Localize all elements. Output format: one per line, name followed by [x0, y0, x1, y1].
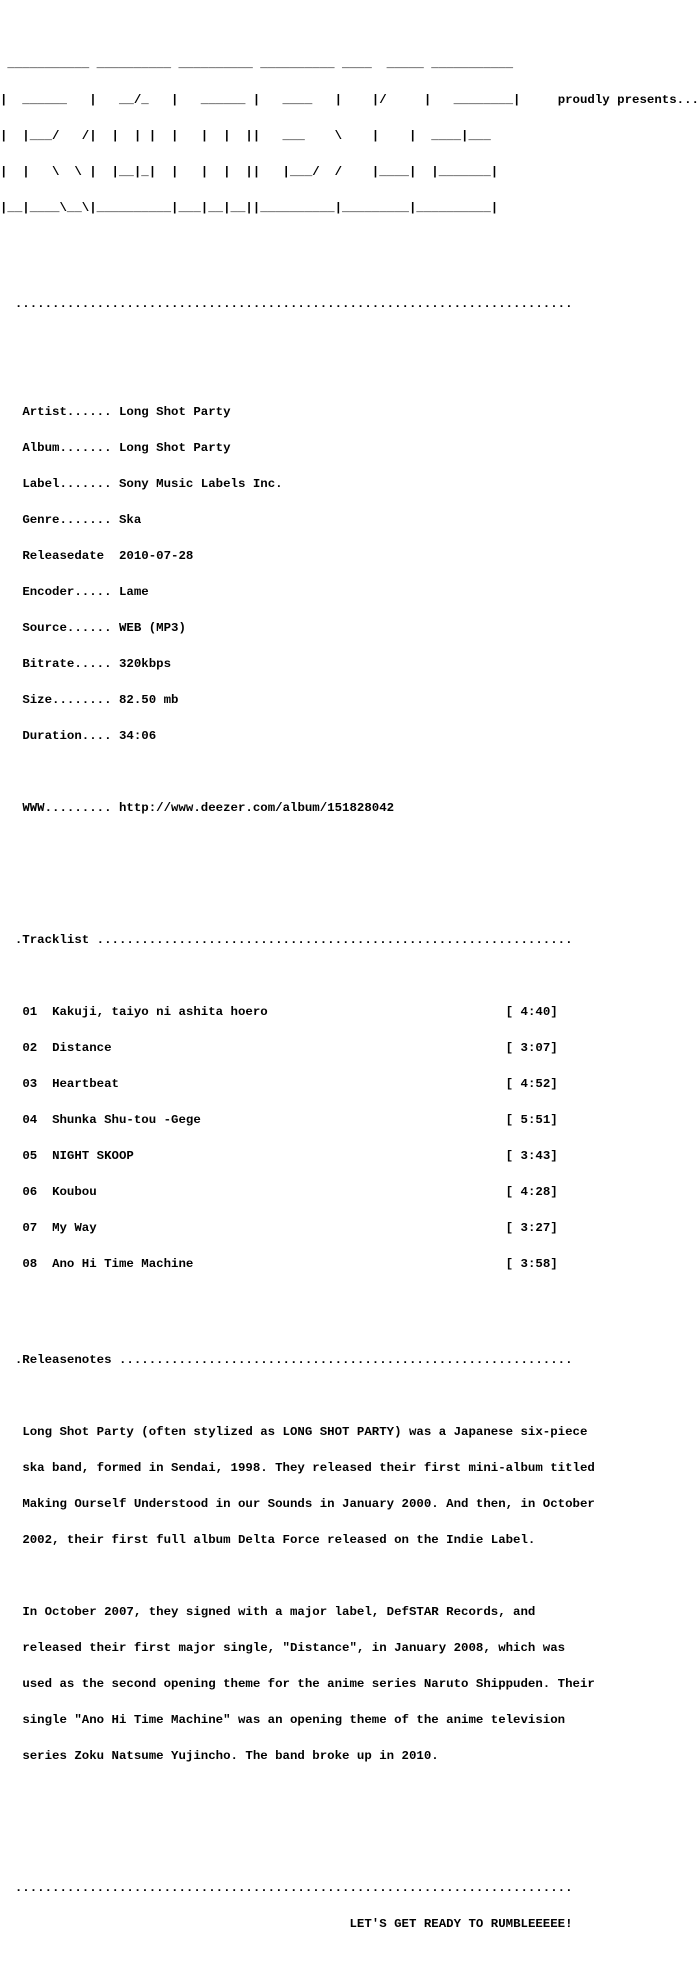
- track-row: [0, 1114, 699, 1126]
- track-row: [0, 1006, 699, 1018]
- track-time: [ 3:27]: [505, 1221, 558, 1235]
- logo-line: ___________ __________ __________ __________ ____ _____ ___________: [0, 57, 514, 71]
- info-row-label: Label....... Sony Music Labels Inc.: [22, 477, 283, 491]
- logo-line: | ______ | __/_ | ______ | ____ | |/ | ________| proudly presents...: [0, 93, 699, 107]
- track-time: [ 3:43]: [505, 1149, 558, 1163]
- tagline: proudly presents...: [557, 93, 699, 107]
- info-row-artist: Artist...... Long Shot Party: [22, 405, 231, 419]
- track-title: Shunka Shu-tou -Gege: [52, 1113, 201, 1127]
- track-number: 01: [22, 1005, 38, 1019]
- releasenotes-line: Making Ourself Understood in our Sounds in January 2000. And then, in October: [22, 1497, 595, 1511]
- track-title: Ano Hi Time Machine: [52, 1257, 194, 1271]
- info-row-releasedate: Releasedate 2010-07-28: [22, 549, 194, 563]
- releasenotes-line: ska band, formed in Sendai, 1998. They released their first mini-album titled: [22, 1461, 595, 1475]
- info-row-source: Source...... WEB (MP3): [22, 621, 186, 635]
- releasenotes-line: single "Ano Hi Time Machine" was an opening theme of the anime television: [22, 1713, 566, 1727]
- track-time: [ 3:58]: [505, 1257, 558, 1271]
- footer: [0, 1858, 699, 1954]
- releasenotes-line: Long Shot Party (often stylized as LONG SHOT PARTY) was a Japanese six-piece: [22, 1425, 588, 1439]
- track-row: [0, 1222, 699, 1234]
- track-number: 03: [22, 1077, 38, 1091]
- releasenotes-line: In October 2007, they signed with a major label, DefSTAR Records, and: [22, 1605, 536, 1619]
- track-number: 05: [22, 1149, 38, 1163]
- track-time: [ 4:52]: [505, 1077, 558, 1091]
- info-section: [0, 382, 699, 838]
- logo-line: | |___/ /| | | | | | | || ___ \ | | ____|___: [0, 129, 491, 143]
- logo-block: [0, 34, 699, 238]
- track-time: [ 4:28]: [505, 1185, 558, 1199]
- track-number: 07: [22, 1221, 38, 1235]
- info-row-album: Album....... Long Shot Party: [22, 441, 231, 455]
- track-title: NIGHT SKOOP: [52, 1149, 134, 1163]
- info-row-genre: Genre....... Ska: [22, 513, 142, 527]
- track-time: [ 5:51]: [505, 1113, 558, 1127]
- logo-line: |__|____\__\|__________|___|__|__||__________|_________|__________|: [0, 201, 499, 215]
- info-row-size: Size........ 82.50 mb: [22, 693, 179, 707]
- info-row-duration: Duration.... 34:06: [22, 729, 157, 743]
- track-title: Koubou: [52, 1185, 97, 1199]
- track-row: [0, 1042, 699, 1054]
- track-number: 08: [22, 1257, 38, 1271]
- track-row: [0, 1258, 699, 1270]
- releasenotes-line: used as the second opening theme for the anime series Naruto Shippuden. Their: [22, 1677, 595, 1691]
- info-row-bitrate: Bitrate..... 320kbps: [22, 657, 172, 671]
- track-row: [0, 1150, 699, 1162]
- releasenotes-line: 2002, their first full album Delta Force released on the Indie Label.: [22, 1533, 536, 1547]
- footer-slogan: LET'S GET READY TO RUMBLEEEEE!: [349, 1917, 573, 1931]
- track-row: [0, 1186, 699, 1198]
- info-row-www: WWW......... http://www.deezer.com/album/151828042: [22, 801, 395, 815]
- track-time: [ 4:40]: [505, 1005, 558, 1019]
- tracklist-section: [0, 910, 699, 1294]
- releasenotes-section: [0, 1330, 699, 1786]
- info-row-encoder: Encoder..... Lame: [22, 585, 149, 599]
- track-row: [0, 1078, 699, 1090]
- track-time: [ 3:07]: [505, 1041, 558, 1055]
- track-number: 04: [22, 1113, 38, 1127]
- releasenotes-line: released their first major single, "Distance", in January 2008, which was: [22, 1641, 566, 1655]
- track-title: Kakuji, taiyo ni ashita hoero: [52, 1005, 268, 1019]
- track-number: 06: [22, 1185, 38, 1199]
- releasenotes-line: series Zoku Natsume Yujincho. The band broke up in 2010.: [22, 1749, 439, 1763]
- www-link: http://www.deezer.com/album/151828042: [118, 801, 395, 815]
- track-title: My Way: [52, 1221, 97, 1235]
- footer-slogan-row: [0, 1918, 699, 1930]
- track-title: Distance: [52, 1041, 112, 1055]
- footer-divider: ...........................................................................: [14, 1881, 573, 1895]
- logo-line: | | \ \ | |__|_| | | | || |___/ / |____| |_______|: [0, 165, 499, 179]
- divider: ...........................................................................: [14, 297, 573, 311]
- releasenotes-heading: .Releasenotes .............................................................: [14, 1353, 573, 1367]
- track-number: 02: [22, 1041, 38, 1055]
- nfo-document: [0, 10, 699, 1966]
- track-title: Heartbeat: [52, 1077, 119, 1091]
- tracklist-heading: .Tracklist ................................................................: [14, 933, 573, 947]
